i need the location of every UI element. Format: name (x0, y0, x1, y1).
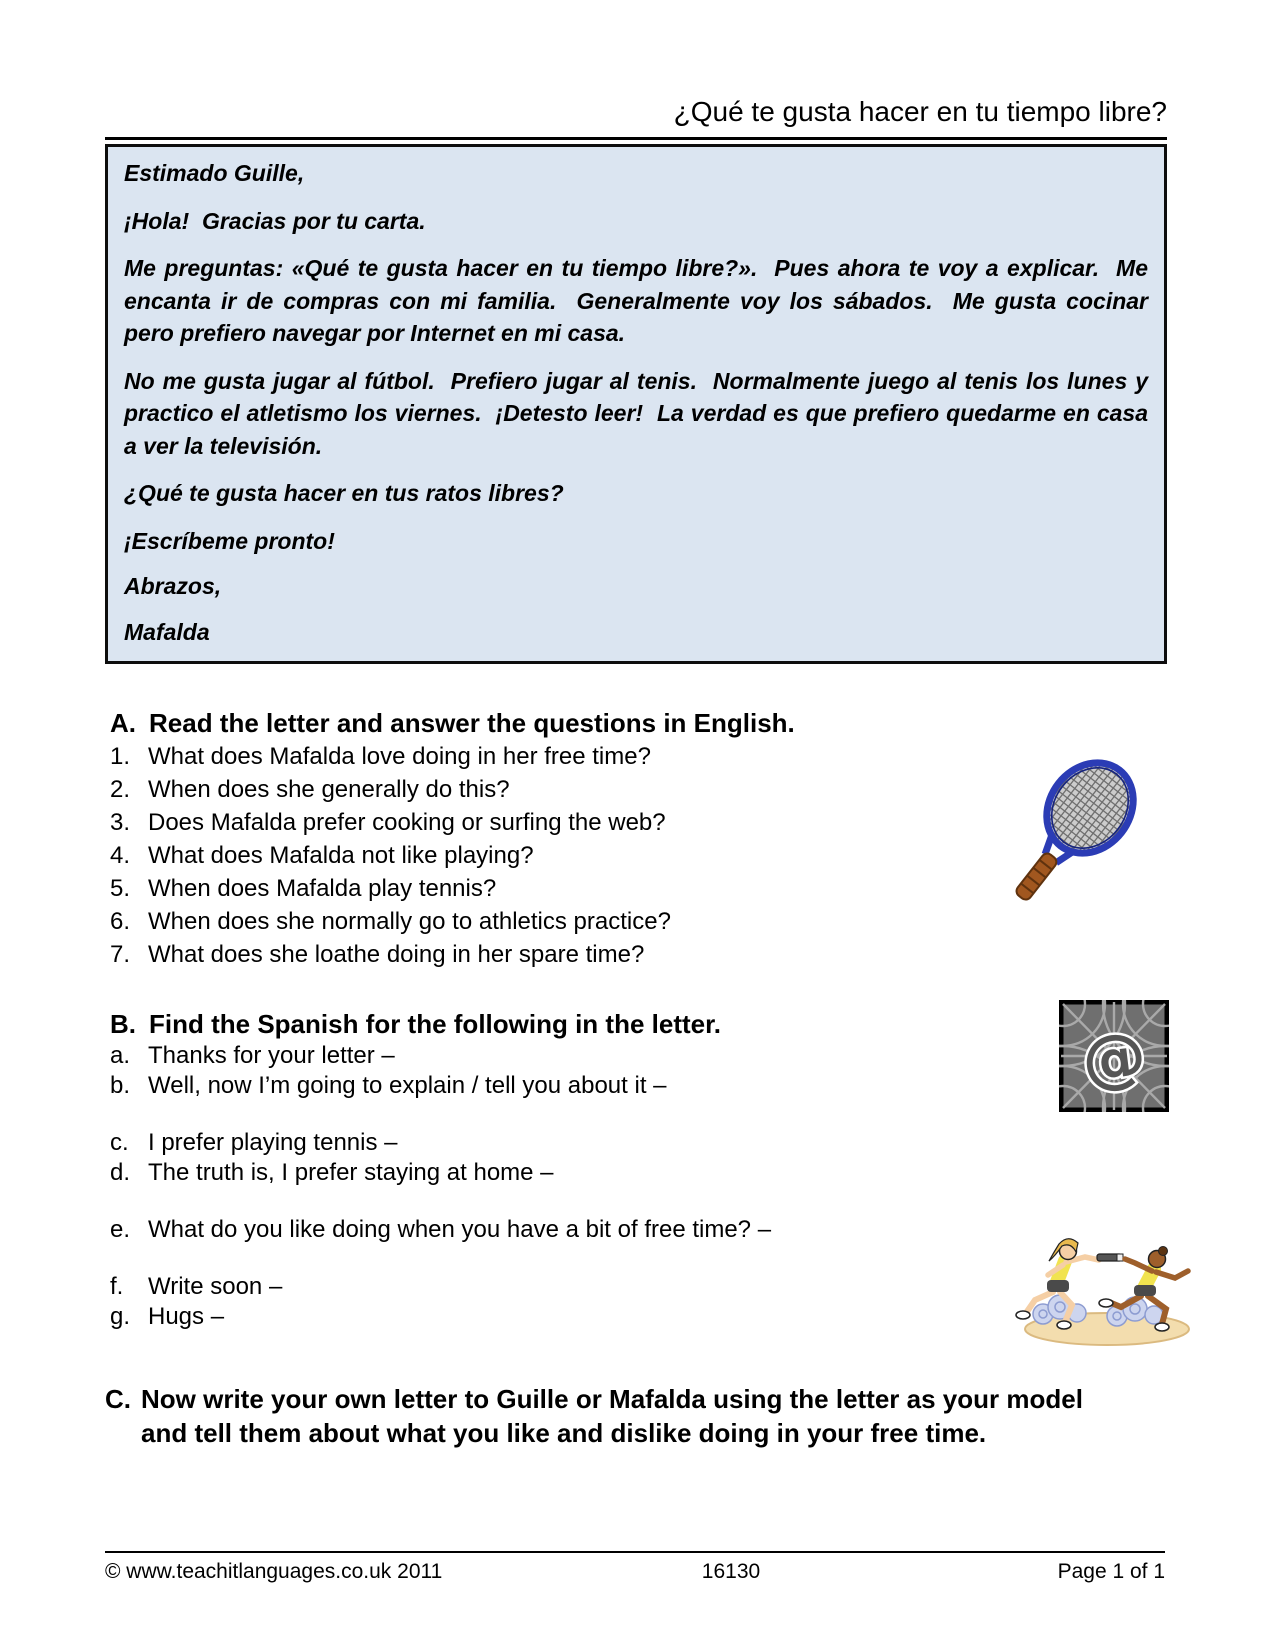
letter-paragraph: Mafalda (124, 618, 210, 645)
section-c-label: C. (105, 1384, 131, 1414)
item-text: What do you like doing when you have a bit of free time? – (148, 1216, 772, 1243)
section-a-heading-row (110, 706, 1167, 740)
letter-box (105, 144, 1167, 664)
list-item (110, 740, 1167, 773)
relay-runners-icon (1005, 1230, 1210, 1350)
item-marker: 1. (110, 743, 131, 770)
list-item (110, 839, 1167, 872)
list-item (110, 1041, 1167, 1071)
footer-copyright: © www.teachitlanguages.co.uk 2011 (105, 1560, 443, 1583)
item-text: Hugs – (148, 1303, 225, 1330)
page-footer (105, 1551, 1165, 1585)
item-text: What does Mafalda not like playing? (148, 842, 534, 869)
item-text: What does Mafalda love doing in her free time? (148, 743, 651, 770)
item-marker: 3. (110, 809, 131, 836)
item-text: Thanks for your letter – (148, 1042, 395, 1069)
question-list-a (110, 740, 1167, 971)
list-item (110, 1128, 1167, 1158)
item-marker: e. (110, 1216, 131, 1243)
item-text: Does Mafalda prefer cooking or surfing the web? (148, 809, 666, 836)
letter-paragraph: ¡Hola! Gracias por tu carta. (124, 207, 426, 234)
item-text: I prefer playing tennis – (148, 1129, 398, 1156)
letter-paragraph: Estimado Guille, (124, 160, 305, 186)
item-text: Well, now I’m going to explain / tell you about it – (148, 1072, 667, 1099)
section-c (105, 1382, 1167, 1450)
item-marker: 4. (110, 842, 131, 869)
section-b-heading: Find the Spanish for the following in the letter. (149, 1009, 721, 1039)
svg-text:@: @ (1077, 1018, 1151, 1100)
list-item (110, 806, 1167, 839)
item-text: When does she generally do this? (148, 776, 510, 803)
section-b-label: B. (110, 1009, 136, 1039)
letter-paragraph: ¿Qué te gusta hacer en tus ratos libres? (124, 480, 564, 506)
item-marker: g. (110, 1303, 131, 1330)
list-item (110, 938, 1167, 971)
section-b-heading-row (110, 1007, 1167, 1041)
item-marker: 6. (110, 908, 131, 935)
item-marker: b. (110, 1072, 131, 1099)
item-marker: f. (110, 1273, 124, 1300)
list-item (110, 905, 1167, 938)
list-item (110, 773, 1167, 806)
letter-paragraph: ¡Escríbeme pronto! (124, 527, 335, 554)
item-text: Write soon – (148, 1273, 283, 1300)
section-a (110, 706, 1167, 971)
letter-paragraph: Abrazos, (124, 573, 222, 599)
item-marker: a. (110, 1042, 131, 1069)
section-c-heading: Now write your own letter to Guille or Mafalda using the letter as your model and tell them about what you like and dislike doing in your free time. (141, 1384, 1083, 1448)
item-text: When does she normally go to athletics practice? (148, 908, 671, 935)
list-item (110, 872, 1167, 905)
list-item (110, 1158, 1167, 1188)
item-marker: d. (110, 1159, 131, 1186)
page-header (105, 0, 1167, 140)
at-symbol-icon (1059, 1000, 1169, 1112)
footer-document-id: 16130 (701, 1560, 761, 1583)
item-text: When does Mafalda play tennis? (148, 875, 497, 902)
letter-paragraph: Me preguntas: «Qué te gusta hacer en tu tiempo libre?». Pues ahora te voy a explicar. Me encanta ir de compras con mi familia. Generalmente voy los sábados. Me gusta cocinar pero prefiero navegar por Internet en mi casa. (124, 255, 1155, 346)
section-c-heading-row (105, 1382, 1167, 1450)
page-title: ¿Qué te gusta hacer en tu tiempo libre? (673, 96, 1167, 127)
section-a-label: A. (110, 708, 136, 738)
section-a-heading: Read the letter and answer the questions in English. (149, 708, 795, 738)
item-marker: 7. (110, 941, 131, 968)
item-text: The truth is, I prefer staying at home – (148, 1159, 554, 1186)
list-item (110, 1071, 1167, 1101)
item-marker: c. (110, 1129, 129, 1156)
item-marker: 2. (110, 776, 131, 803)
item-text: What does she loathe doing in her spare time? (148, 941, 645, 968)
item-marker: 5. (110, 875, 131, 902)
letter-paragraph: No me gusta jugar al fútbol. Prefiero jugar al tenis. Normalmente juego al tenis los lunes y practico el atletismo los viernes. ¡Detesto leer! La verdad es que prefiero quedarme en casa a ver la televisión. (124, 367, 1155, 459)
tennis-racket-icon (1012, 738, 1172, 910)
footer-page-number: Page 1 of 1 (1057, 1560, 1165, 1583)
